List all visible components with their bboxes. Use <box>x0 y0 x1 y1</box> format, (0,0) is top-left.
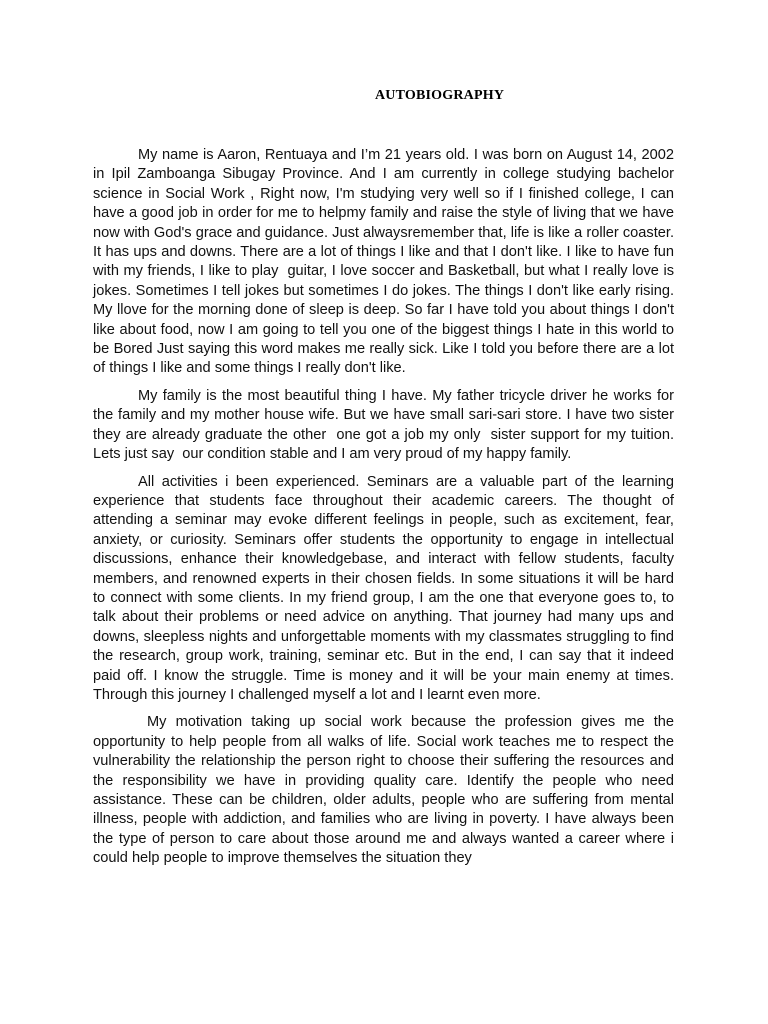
document-title: AUTOBIOGRAPHY <box>375 88 505 103</box>
paragraph-1: My name is Aaron, Rentuaya and I’m 21 years old. I was born on August 14, 2002 in Ipil Zamboanga Sibugay Province. And I am currently in college studying bachelor science in Social Work , Right now, I'm studying very well so if I finished college, I can have a good job in order for me to helpmy family and raise the style of living that we have now with God's grace and guidance. Just alwaysremember that, life is like a roller coaster. It has ups and downs. There are a lot of things I like and that I don't like. I like to have fun with my friends, I like to play guitar, I love soccer and Basketball, but what I really love is jokes. Sometimes I tell jokes but sometimes I do jokes. The things I don't like early rising. My llove for the morning done of sleep is deep. So far I have told you about things I don't like about food, now I am going to tell you one of the biggest things I hate in this world to be Bored Just saying this word makes me really sick. Like I told you before there are a lot of things I like and some things I really don't like. <box>93 147 683 377</box>
paragraph-4: My motivation taking up social work because the profession gives me the opportunity to help people from all walks of life. Social work teaches me to respect the vulnerability the relationship the person right to choose their suffering the resources and the responsibility we have in providing quality care. Identify the people who need assistance. These can be children, older adults, people who are suffering from mental illness, people with addiction, and families who are living in poverty. I have always been the type of person to care about those around me and always wanted a career where i could help people to improve themselves the situation they <box>93 714 679 867</box>
paragraph-3: All activities i been experienced. Seminars are a valuable part of the learning experience that students face throughout their academic careers. The thought of attending a seminar may evoke different feelings in people, such as excitement, fear, anxiety, or curiosity. Seminars offer students the opportunity to engage in intellectual discussions, enhance their knowledgebase, and interact with fellow students, faculty members, and renowned experts in their chosen fields. In some situations it will be hard to connect with some clients. In my friend group, I am the one that everyone goes to, to talk about their problems or need advice on anything. That journey had many ups and downs, sleepless nights and unforgettable moments with my classmates struggling to find the research, group work, training, seminar etc. But in the end, I can say that it indeed paid off. I know the struggle. Time is money and it will be your main enemy at times. Through this journey I challenged myself a lot and I learnt even more. <box>93 473 679 703</box>
paragraph-2: My family is the most beautiful thing I have. My father tricycle driver he works for the family and my mother house wife. But we have small sari-sari store. I have two sister they are already graduate the other one got a job my only sister support for my tuition. Lets just say our condition stable and I am very proud of my happy family. <box>93 387 679 463</box>
document-body <box>93 146 683 877</box>
